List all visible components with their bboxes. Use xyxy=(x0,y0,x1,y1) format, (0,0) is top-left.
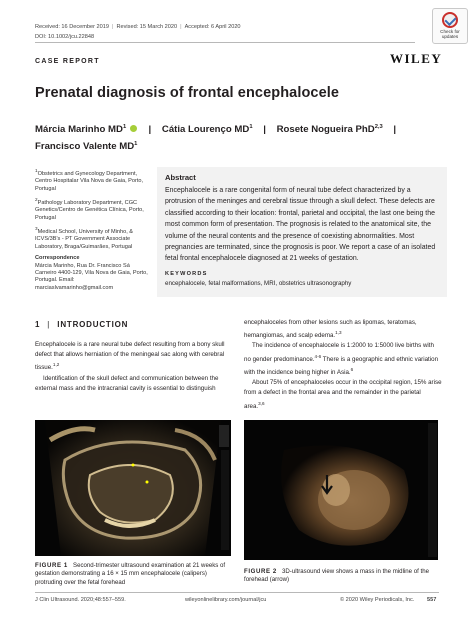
received-date: Received: 16 December 2019 xyxy=(35,24,110,30)
check-updates-icon xyxy=(442,12,458,28)
journal-url[interactable]: wileyonlinelibrary.com/journal/jcu xyxy=(185,597,267,603)
badge-line-1: Check for xyxy=(440,29,460,34)
article-type: CASE REPORT xyxy=(35,58,100,65)
check-for-updates-button[interactable] xyxy=(432,8,468,44)
paragraph-4: The incidence of encephalocele is 1:2000 to 1:5000 live births with no gender predominance.$^{4-6}$ There is a geographic and ethnic variation with the incidence being higher in Asia.$^6$ xyxy=(244,342,439,376)
abstract-text: Encephalocele is a rare congenital form of neural tube defect characterized by a protrusion of the meninges and cerebral tissue through a skull defect. These defects are classified according to their location: frontal, parietal and occipital, the last one being the most common form of presentation. The prognosis is related to the anatomical site, the volume of the neural contents and the presence of coexisting abnormalities. Most pregnancies are terminated, since the prognosis is poor. We report a case of an isolated fetal frontal encephalocele diagnosed at 21 weeks of gestation. xyxy=(165,187,436,263)
figure-2-caption: FIGURE 2 3D-ultrasound view shows a mass in the midline of the forehead (arrow) xyxy=(244,568,429,584)
keywords: encephalocele, fetal malformations, MRI, obstetrics ultrasonography xyxy=(165,279,352,287)
author-3[interactable]: Rosete Nogueira PhD$^{2,3}$ xyxy=(276,124,383,136)
paragraph-3: encephaloceles from other lesions such as lipomas, teratomas, hemangiomas, and scalp edema.$^{1,3}$ xyxy=(244,319,417,340)
ultrasound-image xyxy=(35,420,231,556)
copyright: © 2020 Wiley Periodicals, Inc. xyxy=(340,597,415,603)
correspondence-heading: Correspondence xyxy=(35,255,80,262)
article-title: Prenatal diagnosis of frontal encephalocele xyxy=(35,85,340,101)
footer-divider xyxy=(35,592,439,593)
right-column xyxy=(244,318,442,412)
paragraph-2: Identification of the skull defect and communication between the external mass and the intracranial cavity is essential to distinguish xyxy=(35,374,219,392)
figure-2-image[interactable] xyxy=(244,420,438,560)
page-number: 557 xyxy=(427,597,437,603)
affiliation-3: $^3$Medical School, University of Minho, & ICVS/3B's - PT Government Associate Laboratory, Braga/Guimarães, Portugal xyxy=(35,226,134,250)
citation-1[interactable]: 1,2 xyxy=(52,362,60,368)
3d-ultrasound-image xyxy=(244,420,438,560)
author-4[interactable]: Francisco Valente $MD^1$ xyxy=(35,141,138,153)
badge-line-2: updates xyxy=(441,34,459,39)
affiliation-1: $^1$Obstetrics and Gynecology Department, Centro Hospitalar Vila Nova de Gaia, Porto, Portugal xyxy=(35,168,144,192)
figure-1-caption: FIGURE 1 Second-trimester ultrasound examination at 21 weeks of gestation demonstrating a 16 × 15 mm encephalocele (calipers) protruding over the fetal forehead xyxy=(35,562,226,586)
left-column xyxy=(35,338,233,394)
author-2[interactable]: Cátia Lourenço $MD^1$ xyxy=(161,124,253,136)
article-history: Received: 16 December 2019 | Revised: 15 March 2020 | Accepted: 6 April 2020 xyxy=(35,24,241,30)
paragraph-5: About 75% of encephaloceles occur in the occipital region, 15% arise from a defect in the frontal area and the remainder in the parietal area.$^{3,6}$ xyxy=(244,379,442,410)
header-divider xyxy=(35,42,415,43)
author-1[interactable]: Márcia Marinho $MD^1$ xyxy=(35,124,127,136)
citation-4[interactable]: 6 xyxy=(350,366,354,372)
publisher-logo: WILEY xyxy=(390,51,443,66)
affiliations xyxy=(35,167,150,292)
affiliation-2: $^2$Pathology Laboratory Department, CGC Genetics/Centro de Genética Clínica, Porto, Portugal xyxy=(35,197,144,221)
revised-date: Revised: 15 March 2020 xyxy=(116,24,178,30)
correspondence-text: Márcia Marinho, Rua Dr. Francisco Sá Carneiro 4400-129, Vila Nova de Gaia, Porto, Portugal. Email: marciaslvamarinho@gmail.com xyxy=(35,262,148,291)
orcid-icon[interactable] xyxy=(130,125,137,132)
paragraph-1: Encephalocele is a rare neural tube defect resulting from a bony skull defect that allows herniation of the meningeal sac along with cerebral tissue.$^{1,2}$ xyxy=(35,341,225,372)
keywords-heading: KEYWORDS xyxy=(165,270,208,277)
citation-2[interactable]: 1,3 xyxy=(335,330,342,336)
doi[interactable]: DOI: 10.1002/jcu.22848 xyxy=(35,34,95,40)
section-heading: 1 | INTRODUCTION xyxy=(35,320,129,329)
citation-5[interactable]: 3,6 xyxy=(258,400,265,406)
figure-1-image[interactable] xyxy=(35,420,231,556)
abstract-box xyxy=(157,167,447,297)
author-list: Márcia Marinho $MD^1$ | Cátia Lourenço $MD^1$ | Rosete Nogueira PhD$^{2,3}$ | Francisco Valente $MD^1$ xyxy=(35,124,397,153)
journal-citation: J Clin Ultrasound. 2020;48:557–559. xyxy=(35,597,126,603)
accepted-date: Accepted: 6 April 2020 xyxy=(184,24,241,30)
citation-3[interactable]: 4-6 xyxy=(314,353,322,359)
abstract-heading: Abstract xyxy=(165,173,196,182)
